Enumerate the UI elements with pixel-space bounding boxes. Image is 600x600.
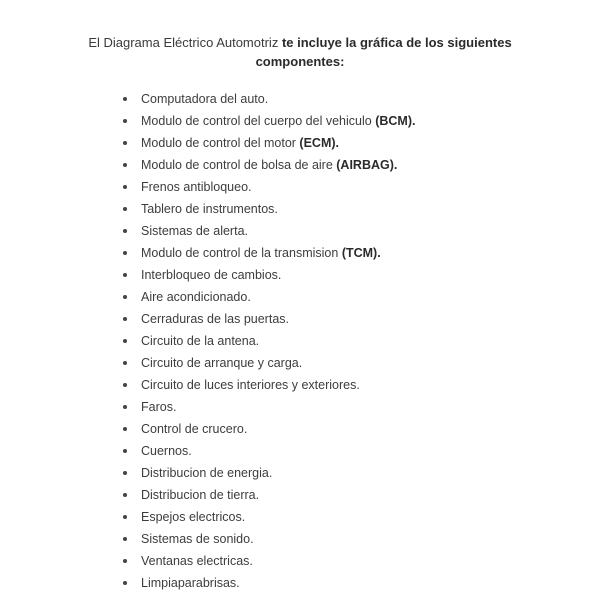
- list-item: [120, 440, 415, 462]
- intro-bold-text: te incluye la gráfica de los siguientes: [281, 35, 512, 50]
- list-item: [120, 242, 415, 264]
- list-item-text: Circuito de arranque y carga.: [141, 356, 303, 370]
- list-item-text: Distribucion de tierra.: [141, 488, 260, 502]
- bullet-icon: [123, 405, 127, 409]
- bullet-icon: [123, 251, 127, 255]
- list-item: [120, 220, 415, 242]
- list-item-text: Sistemas de alerta.: [141, 224, 248, 238]
- list-item: [120, 572, 415, 594]
- list-item-text: Computadora del auto.: [141, 92, 269, 106]
- bullet-icon: [123, 273, 127, 277]
- list-item-text: Modulo de control de bolsa de aire: [141, 158, 337, 172]
- list-item-text: Modulo de control del motor: [141, 136, 300, 150]
- list-item-text: Frenos antibloqueo.: [141, 180, 252, 194]
- list-item: [120, 132, 415, 154]
- bullet-icon: [123, 427, 127, 431]
- list-item: [120, 198, 415, 220]
- list-item-text: Circuito de luces interiores y exteriores.: [141, 378, 360, 392]
- bullet-icon: [123, 163, 127, 167]
- bullet-icon: [123, 581, 127, 585]
- list-item: [120, 264, 415, 286]
- bullet-icon: [123, 383, 127, 387]
- list-item-text: Faros.: [141, 400, 177, 414]
- list-item: [120, 352, 415, 374]
- bullet-icon: [123, 537, 127, 541]
- list-item-text: Interbloqueo de cambios.: [141, 268, 282, 282]
- list-item-text: Modulo de control de la transmision: [141, 246, 342, 260]
- list-item: [120, 418, 415, 440]
- list-item: [120, 462, 415, 484]
- bullet-icon: [123, 515, 127, 519]
- list-item: [120, 484, 415, 506]
- intro-normal-text: El Diagrama Eléctrico Automotriz: [88, 35, 282, 50]
- list-item: [120, 528, 415, 550]
- list-item: [120, 110, 415, 132]
- list-item: [120, 308, 415, 330]
- bullet-icon: [123, 559, 127, 563]
- list-item-text: Cuernos.: [141, 444, 192, 458]
- list-item-abbr: (AIRBAG).: [336, 158, 398, 172]
- bullet-icon: [123, 141, 127, 145]
- list-item-abbr: (TCM).: [341, 246, 381, 260]
- bullet-icon: [123, 229, 127, 233]
- bullet-icon: [123, 295, 127, 299]
- bullet-icon: [123, 449, 127, 453]
- list-item-text: Ventanas electricas.: [141, 554, 253, 568]
- bullet-icon: [123, 339, 127, 343]
- bullet-icon: [123, 471, 127, 475]
- list-item: [120, 506, 415, 528]
- list-item-abbr: (BCM).: [375, 114, 416, 128]
- list-item-text: Distribucion de energia.: [141, 466, 273, 480]
- list-item-text: Limpiaparabrisas.: [141, 576, 240, 590]
- list-item-text: Tablero de instrumentos.: [141, 202, 278, 216]
- list-item-text: Circuito de la antena.: [141, 334, 260, 348]
- list-item: [120, 330, 415, 352]
- intro-bold-text-continued: componentes:: [255, 54, 345, 69]
- list-item-text: Aire acondicionado.: [141, 290, 251, 304]
- list-item-text: Control de crucero.: [141, 422, 248, 436]
- list-item-abbr: (ECM).: [299, 136, 339, 150]
- bullet-icon: [123, 493, 127, 497]
- component-list: [120, 88, 415, 594]
- bullet-icon: [123, 97, 127, 101]
- list-item-text: Cerraduras de las puertas.: [141, 312, 289, 326]
- list-item-text: Sistemas de sonido.: [141, 532, 254, 546]
- list-item: [120, 374, 415, 396]
- bullet-icon: [123, 119, 127, 123]
- list-item: [120, 88, 415, 110]
- list-item: [120, 396, 415, 418]
- list-item: [120, 154, 415, 176]
- bullet-icon: [123, 207, 127, 211]
- list-item-text: Modulo de control del cuerpo del vehiculo: [141, 114, 376, 128]
- list-item-text: Espejos electricos.: [141, 510, 246, 524]
- list-item: [120, 550, 415, 572]
- bullet-icon: [123, 185, 127, 189]
- list-item: [120, 176, 415, 198]
- intro-paragraph: [60, 33, 540, 71]
- bullet-icon: [123, 317, 127, 321]
- list-item: [120, 286, 415, 308]
- bullet-icon: [123, 361, 127, 365]
